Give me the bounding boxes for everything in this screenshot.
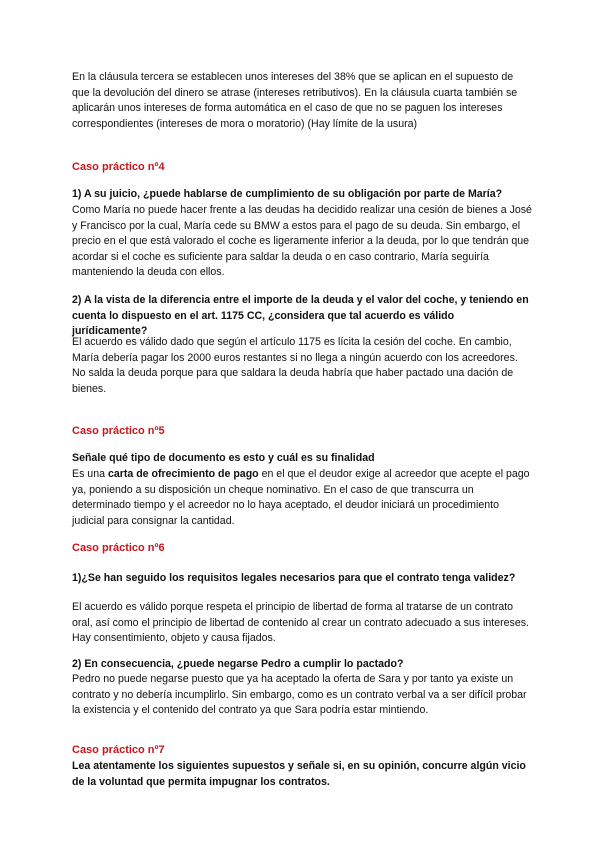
caso6-answer-2: Pedro no puede negarse puesto que ya ha aceptado la oferta de Sara y por tanto ya existe un contrato y no debería incumplirlo. Sin embargo, como es un contrato verbal va a ser difícil probar la existencia y el contenido del contrato ya que Sara podría estar mintiendo. xyxy=(72,673,527,717)
caso5-question-1: Señale qué tipo de documento es esto y cuál es su finalidad xyxy=(72,452,375,464)
caso6-answer-1: El acuerdo es válido porque respeta el principio de libertad de forma al tratarse de un contrato oral, así como el principio de libertad de contenido al crear un contrato adecuado a sus intereses. Hay consentimiento, objeto y causa fijados. xyxy=(72,601,529,645)
caso7-question-1: Lea atentamente los siguientes supuestos y señale si, en su opinión, concurre algún vicio de la voluntad que permita impugnar los contratos. xyxy=(72,760,526,788)
caso5-answer-post: en el que el deudor exige al acreedor que acepte el pago ya, poniendo a su disposición un cheque nominativo. En el caso de que transcurra un determinado tiempo y el acreedor no lo haya aceptado, el deudor iniciará un procedimiento judicial para consignar la cantidad. xyxy=(72,468,530,527)
caso4-answer-1: Como María no puede hacer frente a las deudas ha decidido realizar una cesión de bienes a José y Francisco por la cual, María cede su BMW a estos para el pago de su deuda. Sin embargo, el precio en el que está valorado el coche es ligeramente inferior a la deuda, por lo que tendrán que acordar si el coche es suficiente para saldar la deuda o en caso contrario, María seguiría manteniendo la deuda con ellos. xyxy=(72,204,532,279)
caso5-answer-1 xyxy=(72,467,532,529)
caso6-question-2: 2) En consecuencia, ¿puede negarse Pedro a cumplir lo pactado? xyxy=(72,658,404,670)
caso5-heading: Caso práctico nº5 xyxy=(72,425,165,437)
caso4-question-1: 1) A su juicio, ¿puede hablarse de cumplimiento de su obligación por parte de María? xyxy=(72,188,503,200)
caso4-heading: Caso práctico nº4 xyxy=(72,161,165,173)
intro-paragraph: En la cláusula tercera se establecen unos intereses del 38% que se aplican en el supuesto de que la devolución del dinero se atrase (intereses retributivos). En la cláusula cuarta también se aplicarán unos intereses de forma automática en el caso de que no se paguen los intereses correspondientes (intereses de mora o moratorio) (Hay límite de la usura) xyxy=(72,71,518,130)
caso4-question-2: 2) A la vista de la diferencia entre el importe de la deuda y el valor del coche, y teniendo en cuenta lo dispuesto en el art. 1175 CC, ¿considera que tal acuerdo es válido jurídicamente? xyxy=(72,294,529,338)
caso5-answer-pre: Es una xyxy=(72,468,108,480)
caso6-heading: Caso práctico nº6 xyxy=(72,542,165,554)
caso6-question-1: 1)¿Se han seguido los requisitos legales necesarios para que el contrato tenga validez? xyxy=(72,572,516,584)
caso4-answer-2: El acuerdo es válido dado que según el artículo 1175 es lícita la cesión del coche. En cambio, María debería pagar los 2000 euros restantes si no llega a ningún acuerdo con los acreedores. No salda la deuda porque para que saldara la deuda habría que haber pactado una dación de bienes. xyxy=(72,336,518,395)
caso7-heading: Caso práctico nº7 xyxy=(72,744,165,756)
caso5-answer-bold: carta de ofrecimiento de pago xyxy=(107,468,259,480)
